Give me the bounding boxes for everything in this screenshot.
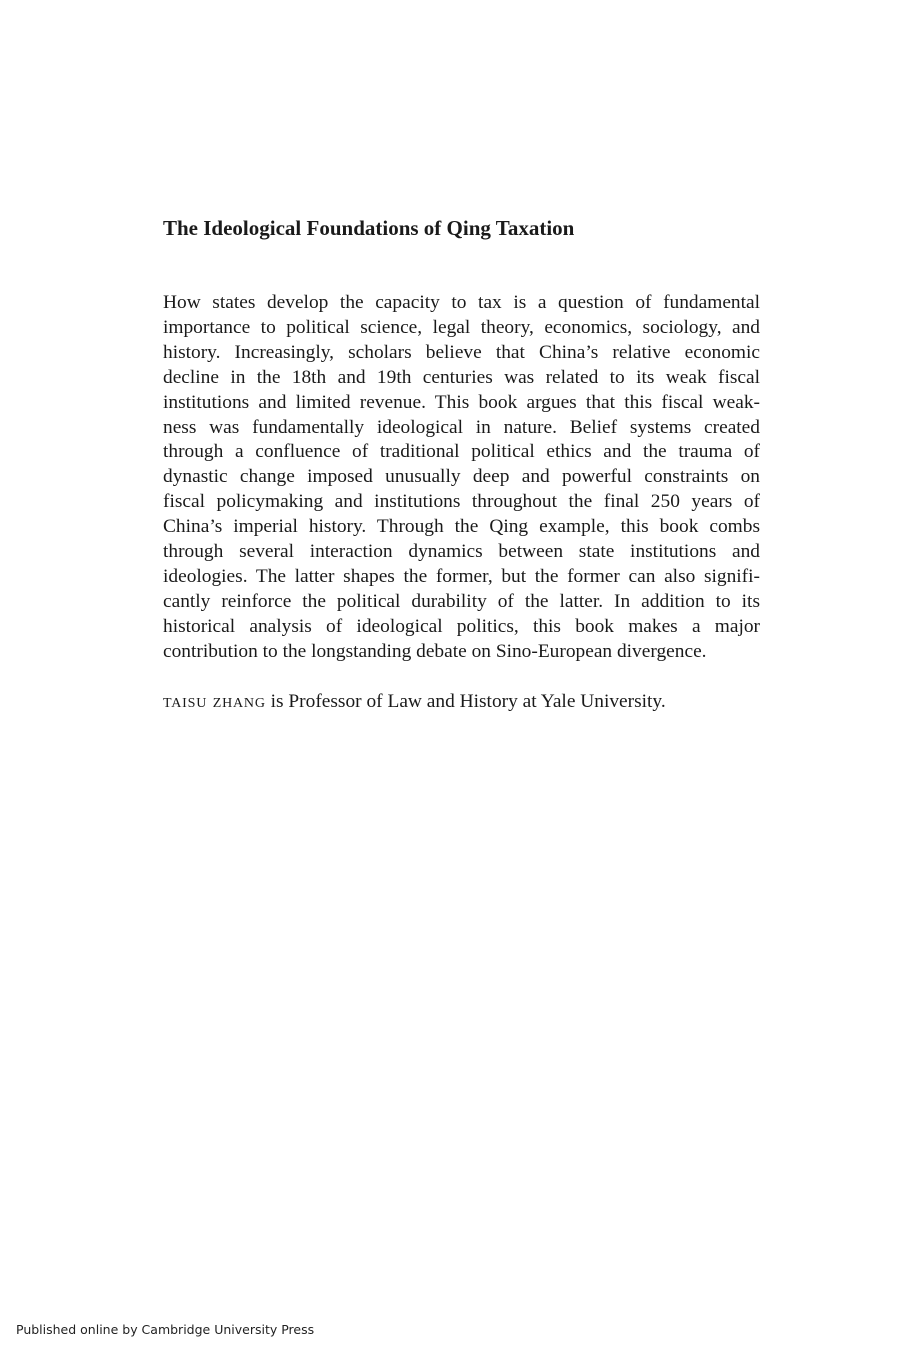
description-line: importance to political science, legal theory, economics, sociology, and (163, 316, 760, 338)
description-line: How states develop the capacity to tax is a question of fundamental (163, 292, 760, 313)
page-title: The Ideological Foundations of Qing Taxation (163, 216, 575, 240)
description-line: ness was fundamentally ideological in nature. Belief systems created (163, 416, 760, 438)
author-bio-text: is Professor of Law and History at Yale University. (265, 691, 666, 712)
description-line: decline in the 18th and 19th centuries was related to its weak fiscal (163, 366, 760, 388)
description-line: dynastic change imposed unusually deep and powerful constraints on (163, 466, 760, 488)
author-name: taisu zhang (163, 691, 266, 712)
book-description (163, 291, 760, 665)
description-line: history. Increasingly, scholars believe that China’s relative economic (163, 341, 760, 363)
description-line: China’s imperial history. Through the Qing example, this book combs (163, 516, 760, 538)
description-line: through a confluence of traditional political ethics and the trauma of (163, 441, 760, 463)
publisher-footer: Published online by Cambridge University Press (16, 1322, 315, 1337)
description-line: contribution to the longstanding debate on Sino-European divergence. (163, 640, 707, 662)
description-line: institutions and limited revenue. This book argues that this fiscal weak- (163, 391, 760, 413)
description-line: cantly reinforce the political durability of the latter. In addition to its (163, 590, 760, 612)
author-bio (163, 689, 666, 714)
description-line: fiscal policymaking and institutions throughout the final 250 years of (163, 491, 760, 513)
description-line: ideologies. The latter shapes the former, but the former can also signifi- (163, 565, 760, 587)
description-line: historical analysis of ideological politics, this book makes a major (163, 615, 760, 637)
description-line: through several interaction dynamics between state institutions and (163, 541, 760, 563)
